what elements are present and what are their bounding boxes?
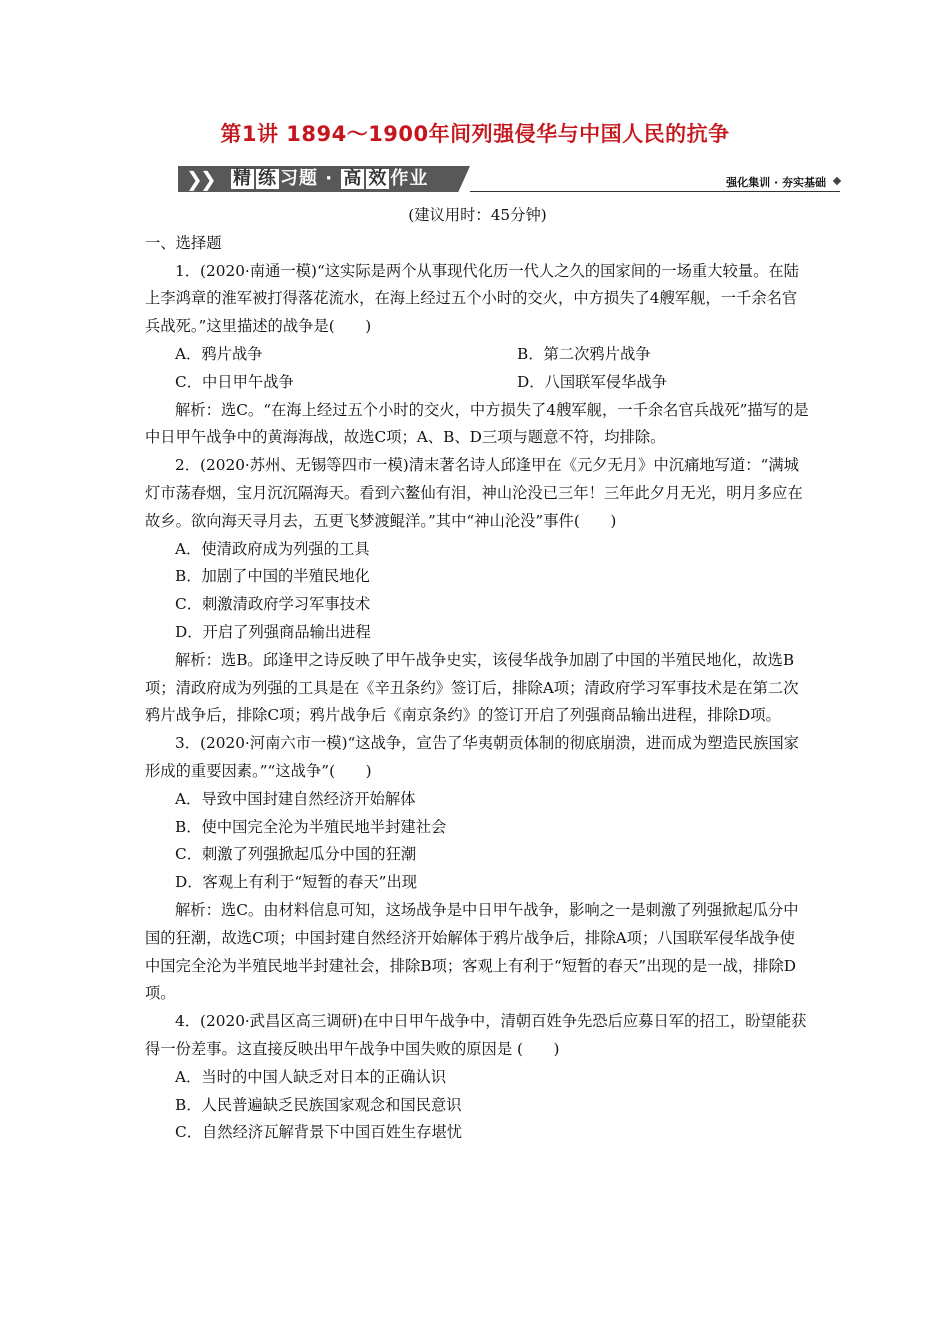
option: A．鸦片战争 bbox=[175, 344, 263, 363]
option: B．加剧了中国的半殖民地化 bbox=[175, 567, 370, 586]
banner-text-segment: 作业 bbox=[390, 168, 429, 189]
chevron-right-icon: ❯ bbox=[200, 167, 217, 191]
banner-underline bbox=[470, 191, 840, 192]
banner-text-segment: 习题 · bbox=[280, 168, 341, 189]
option: A．当时的中国人缺乏对日本的正确认识 bbox=[175, 1067, 447, 1086]
option: C．刺激清政府学习军事技术 bbox=[175, 595, 371, 614]
option-row bbox=[145, 369, 810, 397]
option: B．第二次鸦片战争 bbox=[517, 344, 651, 363]
question-stem: 2．(2020·苏州、无锡等四市一模)清末著名诗人邱逢甲在《元夕无月》中沉痛地写道：“满城灯市荡春烟，宝月沉沉隔海天。看到六鳌仙有泪，神山沦没已三年！三年此夕月无光，明月多应在故乡。欲向海天寻月去，五更飞梦渡鲲洋。”其中“神山沦没”事件( ) bbox=[145, 456, 803, 530]
banner-subtitle: 强化集训 · 夯实基础 bbox=[726, 176, 826, 189]
exercise-content bbox=[145, 202, 810, 1147]
question-stem: 4．(2020·武昌区高三调研)在中日甲午战争中，清朝百姓争先恐后应募日军的招工，盼望能获得一份差事。这直接反映出甲午战争中国失败的原因是 ( ) bbox=[145, 1012, 807, 1058]
option: D．开启了列强商品输出进程 bbox=[175, 622, 371, 641]
question-stem: 3．(2020·河南六市一模)“这战争，宣告了华夷朝贡体制的彻底崩溃，进而成为塑造民族国家形成的重要因素。”“这战争”( ) bbox=[145, 734, 799, 780]
option: B．使中国完全沦为半殖民地半封建社会 bbox=[175, 817, 447, 836]
option: D．客观上有利于“短暂的春天”出现 bbox=[175, 873, 418, 892]
option: B．人民普遍缺乏民族国家观念和国民意识 bbox=[175, 1095, 462, 1114]
analysis: 解析：选B。邱逢甲之诗反映了甲午战争史实，该侵华战争加剧了中国的半殖民地化，故选B项；清政府成为列强的工具是在《辛丑条约》签订后，排除A项；清政府学习军事技术是在第二次鸦片战争后，排除C项；鸦片战争后《南京条约》的签订开启了列强商品输出进程，排除D项。 bbox=[145, 650, 799, 725]
section-banner bbox=[178, 166, 848, 192]
option: D．八国联军侵华战争 bbox=[517, 372, 667, 391]
diamond-icon bbox=[833, 177, 841, 185]
banner-char-box: 高 bbox=[343, 168, 363, 189]
option: C．自然经济瓦解背景下中国百姓生存堪忧 bbox=[175, 1123, 463, 1142]
option: C．中日甲午战争 bbox=[175, 372, 294, 391]
option: C．刺激了列强掀起瓜分中国的狂潮 bbox=[175, 845, 417, 864]
time-hint: (建议用时：45分钟) bbox=[408, 206, 547, 224]
banner-char-box: 精 bbox=[233, 168, 252, 189]
section-heading: 一、选择题 bbox=[145, 233, 222, 252]
banner-label bbox=[230, 166, 428, 192]
analysis: 解析：选C。由材料信息可知，这场战争是中日甲午战争，影响之一是刺激了列强掀起瓜分中国的狂潮，故选C项；中国封建自然经济开始解体于鸦片战争后，排除A项；八国联军侵华战争使中国完全沦为半殖民地半封建社会，排除B项；客观上有利于“短暂的春天”出现的是一战，排除D项。 bbox=[145, 900, 799, 1003]
analysis: 解析：选C。“在海上经过五个小时的交火，中方损失了4艘军舰，一千余名官兵战死”描写的是中日甲午战争中的黄海海战，故选C项；A、B、D三项与题意不符，均排除。 bbox=[145, 400, 809, 447]
question-stem: 1．(2020·南通一模)“这实际是两个从事现代化历一代人之久的国家间的一场重大较量。在陆上李鸿章的淮军被打得落花流水，在海上经过五个小时的交火，中方损失了4艘军舰，一千余名官兵战死。”这里描述的战争是( ) bbox=[145, 261, 799, 336]
banner-char-box: 练 bbox=[258, 168, 277, 189]
banner-char-box: 效 bbox=[368, 168, 388, 189]
chevron-right-icon: ❯ bbox=[186, 167, 203, 191]
option: A．导致中国封建自然经济开始解体 bbox=[175, 789, 416, 808]
option: A．使清政府成为列强的工具 bbox=[175, 539, 370, 558]
option-row bbox=[145, 341, 810, 369]
page-title: 第1讲 1894～1900年间列强侵华与中国人民的抗争 bbox=[220, 122, 730, 146]
